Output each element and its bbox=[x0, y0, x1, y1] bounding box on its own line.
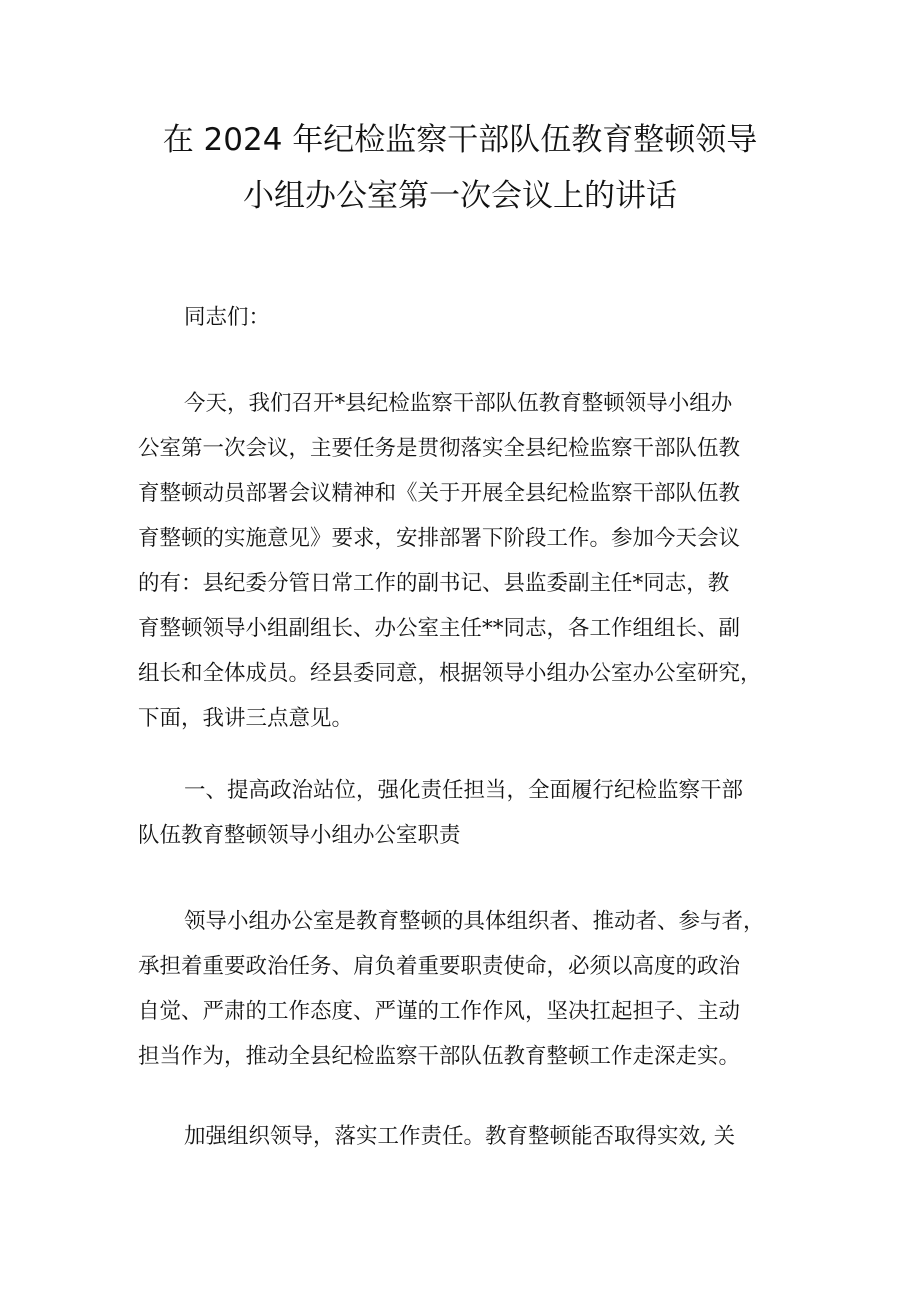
paragraph-line: 育整顿动员部署会议精神和《关于开展全县纪检监察干部队伍教 bbox=[138, 481, 741, 506]
paragraph-line: 公室第一次会议，主要任务是贯彻落实全县纪检监察干部队伍教 bbox=[138, 436, 741, 461]
paragraph-line: 自觉、严肃的工作态度、严谨的工作作风，坚决扛起担子、主动 bbox=[138, 999, 741, 1024]
paragraph-organization bbox=[138, 1114, 786, 1159]
paragraph-line: 承担着重要政治任务、肩负着重要职责使命，必须以高度的政治 bbox=[138, 954, 741, 979]
paragraph-office-role bbox=[138, 899, 786, 1079]
paragraph-line: 担当作为，推动全县纪检监察干部队伍教育整顿工作走深走实。 bbox=[138, 1044, 741, 1069]
paragraph-line: 加强组织领导，落实工作责任。教育整顿能否取得实效, 关 bbox=[184, 1124, 736, 1149]
section-heading-1 bbox=[138, 768, 786, 858]
paragraph-line: 的有：县纪委分管日常工作的副书记、县监委副主任*同志，教 bbox=[138, 571, 730, 596]
title-line-2: 小组办公室第一次会议上的讲话 bbox=[243, 178, 677, 214]
heading-line: 一、提高政治站位，强化责任担当，全面履行纪检监察干部 bbox=[184, 778, 744, 803]
paragraph-line: 下面，我讲三点意见。 bbox=[138, 706, 354, 731]
paragraph-opening bbox=[138, 381, 786, 741]
paragraph-line: 育整顿的实施意见》要求，安排部署下阶段工作。参加今天会议 bbox=[138, 526, 741, 551]
document-title bbox=[120, 112, 800, 224]
paragraph-line: 育整顿领导小组副组长、办公室主任**同志，各工作组组长、副 bbox=[138, 616, 741, 641]
title-line-1: 在 2024 年纪检监察干部队伍教育整顿领导 bbox=[162, 122, 758, 158]
salutation bbox=[138, 295, 786, 340]
paragraph-line: 组长和全体成员。经县委同意，根据领导小组办公室办公室研究， bbox=[138, 661, 762, 686]
heading-line: 队伍教育整顿领导小组办公室职责 bbox=[138, 823, 461, 848]
paragraph-line: 领导小组办公室是教育整顿的具体组织者、推动者、参与者， bbox=[184, 909, 765, 934]
salutation-text: 同志们： bbox=[184, 305, 271, 330]
paragraph-line: 今天，我们召开*县纪检监察干部队伍教育整顿领导小组办 bbox=[184, 391, 733, 416]
